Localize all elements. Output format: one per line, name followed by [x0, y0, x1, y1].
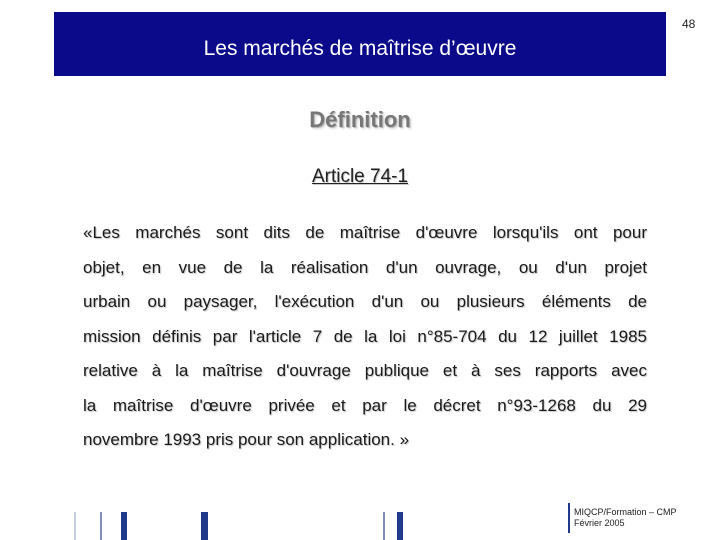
- footer-date: Février 2005: [574, 518, 625, 528]
- text-line: «Les marchés sont dits de maîtrise d'œuvre lorsqu'ils ont pour: [83, 223, 647, 242]
- title-bar: [54, 12, 666, 76]
- footer-org: MIQCP/Formation – CMP: [574, 507, 677, 517]
- decorative-bar: [74, 512, 76, 540]
- footer-logo-bar: [568, 503, 570, 533]
- text-line: la maîtrise d'œuvre privée et par le décret n°93‑1268 du 29: [83, 395, 647, 415]
- text-line: novembre 1993 pris pour son application. »: [83, 430, 410, 449]
- text-line: objet, en vue de la réalisation d'un ouvrage, ou d'un projet: [83, 257, 647, 277]
- decorative-bar: [121, 512, 127, 540]
- article-reference: Article 74‑1: [311, 166, 409, 187]
- decorative-bar: [201, 512, 208, 540]
- text-line: mission définis par l'article 7 de la loi n°85‑704 du 12 juillet 1985: [83, 326, 647, 346]
- text-line: relative à la maîtrise d'ouvrage publique et à ses rapports avec: [83, 361, 647, 380]
- page-number: 48: [682, 17, 696, 31]
- definition-text: [83, 219, 647, 461]
- text-line: urbain ou paysager, l'exécution d'un ou plusieurs éléments de: [83, 292, 647, 311]
- footer: [574, 507, 677, 529]
- slide-title: Les marchés de maîtrise d’œuvre: [203, 36, 517, 60]
- decorative-bar: [100, 512, 102, 540]
- decorative-bar: [383, 512, 385, 540]
- section-heading: Définition: [309, 107, 411, 132]
- decorative-bar: [397, 512, 403, 540]
